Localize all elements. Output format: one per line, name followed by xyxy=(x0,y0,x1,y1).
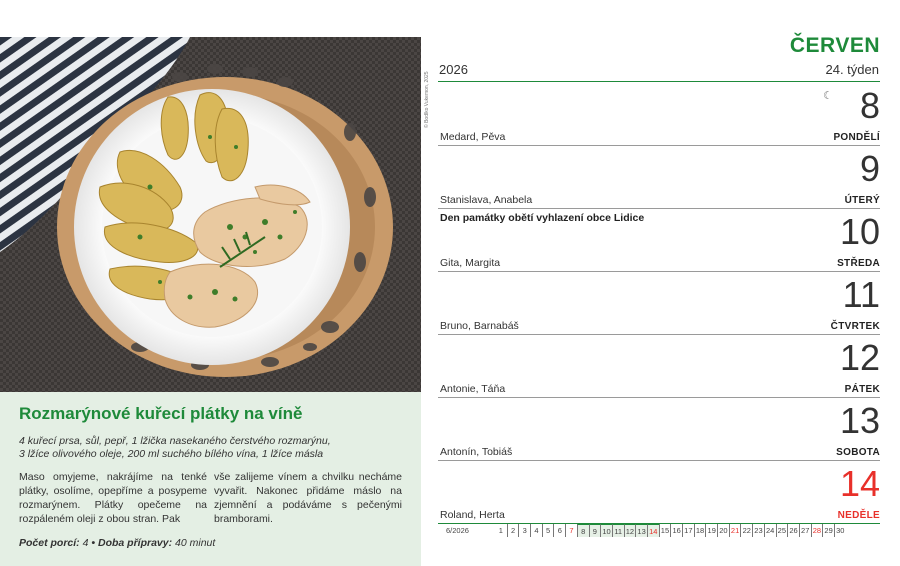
photo-credit-text: © Bodlko Vukemon, 2025 xyxy=(424,71,430,128)
mini-calendar-day: 19 xyxy=(705,524,717,537)
mini-calendar-day: 4 xyxy=(530,524,542,537)
servings-label: Počet porcí: xyxy=(19,537,80,549)
day-row-friday[interactable] xyxy=(438,335,880,398)
mini-calendar-day: 13 xyxy=(635,524,647,537)
mini-calendar-day: 14 xyxy=(647,524,659,537)
prep-value: 40 minut xyxy=(175,537,216,549)
month-title: ČERVEN xyxy=(789,34,880,57)
name-day: Medard, Pěva xyxy=(440,131,506,143)
header-divider xyxy=(438,81,880,82)
day-row-monday[interactable] xyxy=(438,83,880,146)
day-number: 8 xyxy=(859,85,880,126)
recipe-meta xyxy=(19,537,215,549)
recipe-text-column-2: vše zalijeme vínem a chvilku necháme vyvařit. Nakonec přidáme máslo na zjemnění a podáváme s pečenými bramborami. xyxy=(214,471,402,525)
ingredients-line-2: 3 lžíce olivového oleje, 200 ml suchého bílého vína, 1 lžíce másla xyxy=(19,448,324,460)
mini-calendar-day: 11 xyxy=(612,524,624,537)
recipe-panel xyxy=(0,392,421,566)
moon-phase-icon: ☾ xyxy=(823,90,833,102)
weekday-name: STŘEDA xyxy=(837,258,880,269)
mini-calendar-day: 27 xyxy=(799,524,811,537)
mini-calendar-day: 8 xyxy=(577,524,589,537)
day-number: 10 xyxy=(839,211,880,252)
name-day: Antonie, Táňa xyxy=(440,383,506,395)
mini-calendar-day: 18 xyxy=(694,524,706,537)
prep-label: Doba přípravy: xyxy=(97,537,173,549)
mini-calendar-day: 29 xyxy=(822,524,834,537)
weekday-name: SOBOTA xyxy=(836,447,880,458)
mini-calendar xyxy=(438,524,880,538)
day-row-sunday[interactable] xyxy=(438,461,880,524)
day-row-wednesday[interactable] xyxy=(438,209,880,272)
weekday-name: PONDĚLÍ xyxy=(833,132,880,143)
day-row-thursday[interactable] xyxy=(438,272,880,335)
recipe-ingredients xyxy=(19,435,414,461)
mini-calendar-day: 7 xyxy=(565,524,577,537)
day-number: 13 xyxy=(839,400,880,441)
day-number: 11 xyxy=(842,274,880,315)
mini-calendar-day: 9 xyxy=(589,524,601,537)
name-day: Roland, Herta xyxy=(440,509,505,521)
name-day: Gita, Margita xyxy=(440,257,501,269)
mini-calendar-day: 10 xyxy=(600,524,612,537)
recipe-title: Rozmarýnové kuřecí plátky na víně xyxy=(19,404,303,423)
ingredients-line-1: 4 kuřecí prsa, sůl, pepř, 1 lžička nasekaného čerstvého rozmarýnu, xyxy=(19,435,331,447)
mini-calendar-day: 20 xyxy=(717,524,729,537)
mini-calendar-day: 15 xyxy=(659,524,671,537)
mini-calendar-day: 16 xyxy=(670,524,682,537)
mini-calendar-day: 17 xyxy=(682,524,694,537)
meta-separator: • xyxy=(91,537,96,549)
mini-calendar-day: 23 xyxy=(752,524,764,537)
mini-calendar-day: 12 xyxy=(624,524,636,537)
mini-calendar-month: 6/2026 xyxy=(446,526,469,535)
year-label: 2026 xyxy=(439,62,468,77)
week-label: 24. týden xyxy=(825,62,879,77)
name-day: Antonín, Tobiáš xyxy=(440,446,513,458)
mini-calendar-day: 21 xyxy=(729,524,741,537)
servings-value: 4 xyxy=(82,537,89,549)
day-number: 9 xyxy=(859,148,880,189)
day-row-saturday[interactable] xyxy=(438,398,880,461)
name-day: Bruno, Barnabáš xyxy=(440,320,519,332)
recipe-text-column-1: Maso omyjeme, nakrájíme na tenké plátky, osolíme, opepříme a posypeme rozmarýnem. Plátky opečeme na rozpáleném oleji z obou stran. Pak xyxy=(19,471,207,525)
mini-calendar-day: 1 xyxy=(498,526,503,535)
mini-calendar-day: 26 xyxy=(787,524,799,537)
name-day: Stanislava, Anabela xyxy=(440,194,533,206)
weekday-name: ÚTERÝ xyxy=(844,195,880,206)
holiday-text: Den památky obětí vyhlazení obce Lidice xyxy=(440,212,645,224)
mini-calendar-day: 25 xyxy=(776,524,788,537)
photo-credit xyxy=(420,40,434,130)
mini-calendar-day: 24 xyxy=(764,524,776,537)
mini-calendar-day: 30 xyxy=(834,524,846,537)
mini-calendar-days xyxy=(495,524,846,537)
day-number: 12 xyxy=(839,337,880,378)
mini-calendar-day: 22 xyxy=(740,524,752,537)
weekday-name: NEDĚLE xyxy=(837,510,880,521)
mini-calendar-day: 28 xyxy=(811,524,823,537)
weekday-name: PÁTEK xyxy=(844,384,880,395)
mini-calendar-day: 5 xyxy=(542,524,554,537)
day-row-tuesday[interactable] xyxy=(438,146,880,209)
mini-calendar-day: 6 xyxy=(553,524,565,537)
mini-calendar-day: 2 xyxy=(507,524,519,537)
weekday-name: ČTVRTEK xyxy=(830,321,880,332)
day-number: 14 xyxy=(839,463,880,504)
mini-calendar-day: 3 xyxy=(518,524,530,537)
recipe-photo xyxy=(0,37,421,392)
